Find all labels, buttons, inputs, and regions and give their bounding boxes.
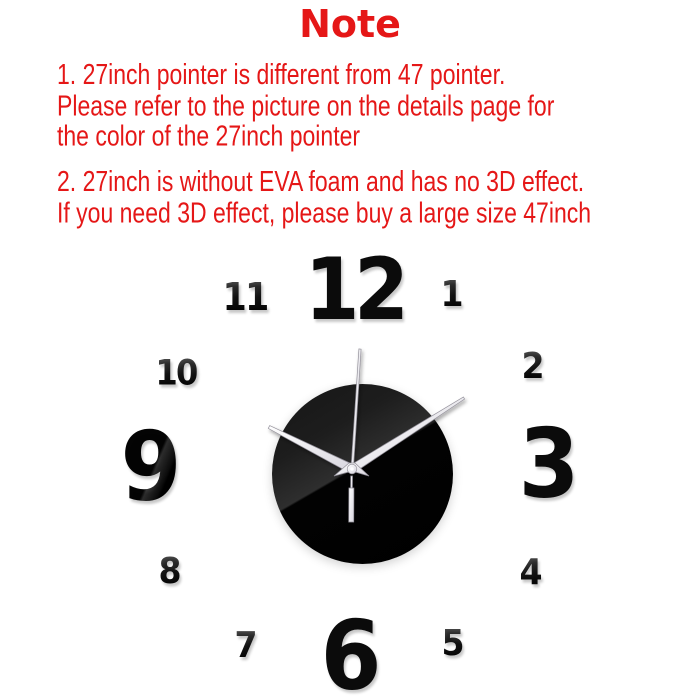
clock-numeral-4: 4 [519, 552, 543, 593]
note-point-1 [57, 59, 554, 151]
note-line: the color of the 27inch pointer [57, 119, 361, 152]
clock-numeral-6: 6 [320, 601, 382, 700]
note-line: Please refer to the picture on the details page for [57, 88, 555, 121]
clock-numeral-7: 7 [234, 625, 258, 666]
clock-numeral-5: 5 [441, 623, 465, 664]
clock-face [272, 384, 453, 564]
clock-numeral-9: 9 [120, 412, 182, 523]
clock-numeral-3: 3 [518, 409, 580, 520]
note-line: 1. 27inch pointer is different from 47 pointer. [57, 57, 506, 91]
clock-numeral-8: 8 [158, 551, 182, 592]
note-line: 2. 27inch is without EVA foam and has no 3D effect. [57, 164, 585, 198]
note-title: Note [299, 2, 401, 46]
clock-numeral-2: 2 [521, 346, 545, 387]
clock-numeral-11: 11 [222, 275, 268, 319]
clock-numeral-12: 12 [304, 240, 404, 340]
clock-numeral-1: 1 [440, 274, 464, 315]
note-point-2 [57, 166, 591, 227]
note-line: If you need 3D effect, please buy a large size 47inch [57, 195, 592, 228]
clock-numeral-10: 10 [155, 353, 197, 394]
